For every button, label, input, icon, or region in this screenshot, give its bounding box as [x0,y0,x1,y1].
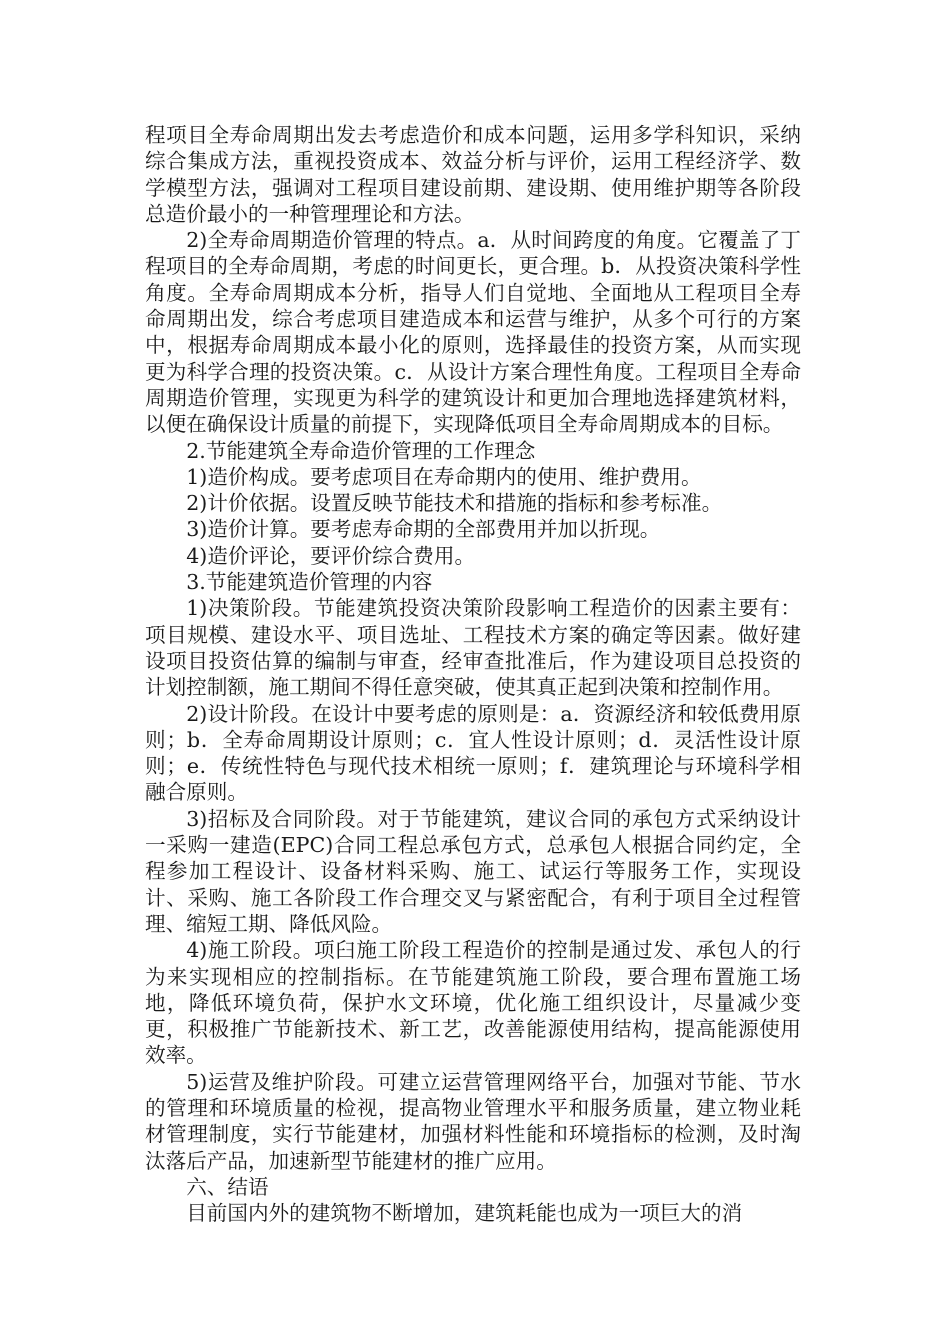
paragraph-cost-composition: 1)造价构成。要考虑项目在寿命期内的使用、维护费用。 [186,464,702,489]
section-heading-conclusion: 六、结语 [186,1174,269,1199]
section-heading-work-concept: 2.节能建筑全寿命造价管理的工作理念 [186,438,536,463]
document-body [145,122,801,1226]
paragraph-construction-stage: 4)施工阶段。项臼施工阶段工程造价的控制是通过发、承包人的行为来实现相应的控制指标。在节能建筑施工阶段，要合理布置施工场地，降低环境负荷，保护水文环境，优化施工组织设计，尽量减少变更，积极推广节能新技术、新工艺，改善能源使用结构，提高能源使用效率。 [145,938,801,1068]
paragraph-pricing-basis: 2)计价依据。设置反映节能技术和措施的指标和参考标准。 [186,491,723,516]
paragraph-cost-calculation: 3)造价计算。要考虑寿命期的全部费用并加以折现。 [186,517,661,542]
paragraph-operation-maintenance-stage: 5)运营及维护阶段。可建立运营管理网络平台，加强对节能、节水的管理和环境质量的检视，提高物业管理水平和服务质量，建立物业耗材管理制度，实行节能建材，加强材料性能和环境指标的检测，及时淘汰落后产品，加速新型节能建材的推广应用。 [145,1069,801,1173]
paragraph-life-cycle-definition-continued: 程项目全寿命周期出发去考虑造价和成本问题，运用多学科知识，采纳综合集成方法，重视投资成本、效益分析与评价，运用工程经济学、数学模型方法，强调对工程项目建设前期、建设期、使用维护期等各阶段总造价最小的一种管理理论和方法。 [145,123,801,226]
paragraph-life-cycle-features: 2)全寿命周期造价管理的特点。a．从时间跨度的角度。它覆盖了丁程项目的全寿命周期，考虑的时间更长，更合理。b．从投资决策科学性角度。全寿命周期成本分析，指导人们自觉地、全面地从工程项目全寿命周期出发，综合考虑项目建造成本和运营与维护，从多个可行的方案中，根据寿命周期成本最小化的原则，选择最佳的投资方案，从而实现更为科学合理的投资决策。c．从设计方案合理性角度。工程项目全寿命周期造价管理，实现更为科学的建筑设计和更加合理地选择建筑材料，以便在确保设计质量的前提下，实现降低项目全寿命周期成本的目标。 [145,228,801,437]
paragraph-design-stage: 2)设计阶段。在设计中要考虑的原则是：a．资源经济和较低费用原则；b．全寿命周期设计原则；c．宜人性设计原则；d．灵活性设计原则；e．传统性特色与现代技术相统一原则；f．建筑理论与环境科学相融合原则。 [145,701,801,805]
paragraph-bidding-contract-stage: 3)招标及合同阶段。对于节能建筑，建议合同的承包方式采纳设计一采购一建造(EPC)合同工程总承包方式，总承包人根据合同约定，全程参加工程设计、设备材料采购、施工、试运行等服务工作，实现设计、采购、施工各阶段工作合理交叉与紧密配合，有利于项目全过程管理、缩短工期、降低风险。 [145,806,801,936]
paragraph-decision-stage: 1)决策阶段。节能建筑投资决策阶段影响工程造价的因素主要有：项目规模、建设水平、项目选址、工程技术方案的确定等因素。做好建设项目投资估算的编制与审查，经审查批准后，作为建设项目总投资的计划控制额，施工期间不得任意突破，使其真正起到决策和控制作用。 [145,596,801,700]
section-heading-management-content: 3.节能建筑造价管理的内容 [186,570,433,595]
paragraph-conclusion-start: 目前国内外的建筑物不断增加，建筑耗能也成为一项巨大的消 [186,1201,743,1226]
paragraph-cost-evaluation: 4)造价评论，要评价综合费用。 [186,543,476,568]
